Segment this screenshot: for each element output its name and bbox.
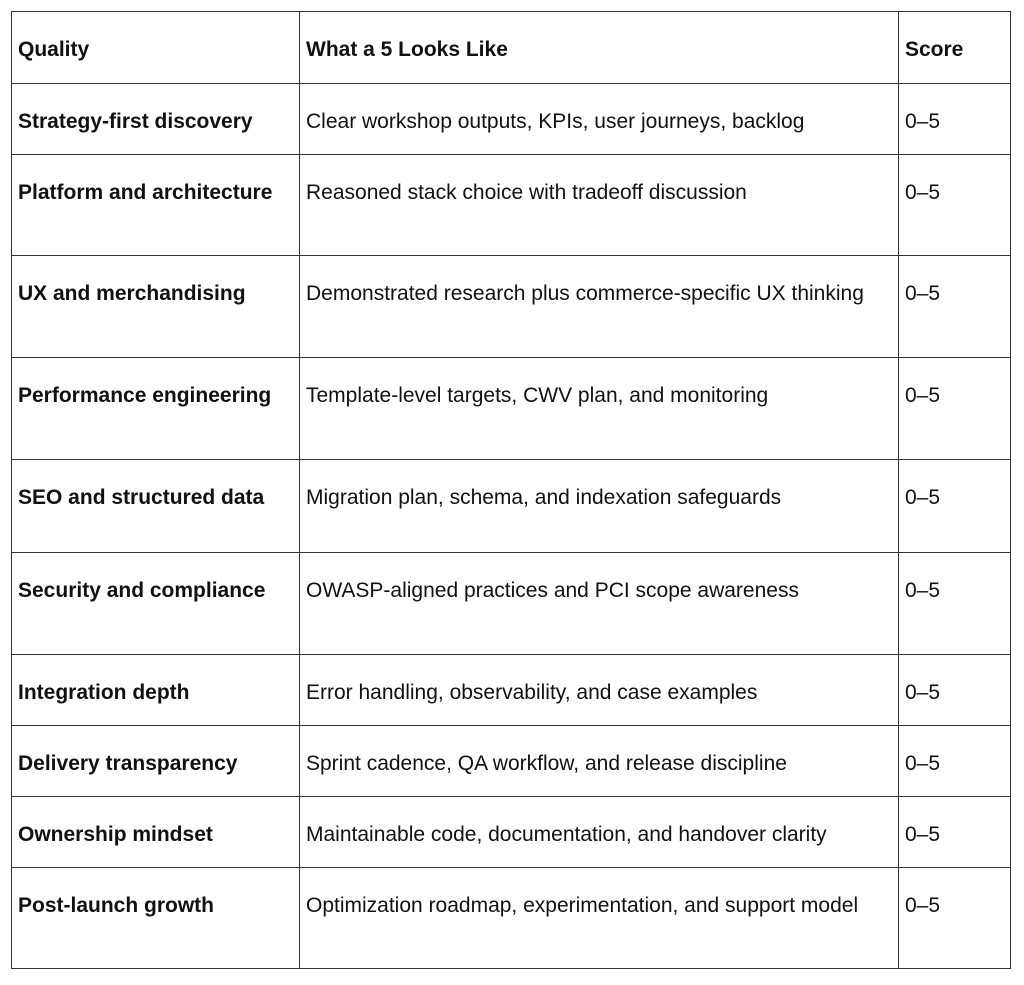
table-header-row: [12, 12, 1011, 84]
look-cell: Demonstrated research plus commerce-specific UX thinking: [300, 256, 899, 358]
score-cell: 0–5: [899, 460, 1011, 553]
score-cell: 0–5: [899, 868, 1011, 969]
look-cell: Maintainable code, documentation, and handover clarity: [300, 797, 899, 868]
quality-cell: Integration depth: [12, 655, 300, 726]
look-cell: Clear workshop outputs, KPIs, user journeys, backlog: [300, 84, 899, 155]
look-cell: Optimization roadmap, experimentation, and support model: [300, 868, 899, 969]
header-score: Score: [899, 12, 1011, 84]
table-row: [12, 655, 1011, 726]
quality-cell: Performance engineering: [12, 358, 300, 460]
look-cell: Template-level targets, CWV plan, and monitoring: [300, 358, 899, 460]
score-cell: 0–5: [899, 155, 1011, 256]
quality-cell: UX and merchandising: [12, 256, 300, 358]
table-row: [12, 460, 1011, 553]
look-cell: OWASP-aligned practices and PCI scope awareness: [300, 553, 899, 655]
score-cell: 0–5: [899, 655, 1011, 726]
score-cell: 0–5: [899, 256, 1011, 358]
header-what-a-5-looks-like: What a 5 Looks Like: [300, 12, 899, 84]
rubric-table: [11, 11, 1011, 969]
score-cell: 0–5: [899, 358, 1011, 460]
table-row: [12, 868, 1011, 969]
quality-cell: Platform and architecture: [12, 155, 300, 256]
table-row: [12, 797, 1011, 868]
table-row: [12, 358, 1011, 460]
look-cell: Error handling, observability, and case examples: [300, 655, 899, 726]
quality-cell: Strategy-first discovery: [12, 84, 300, 155]
table-row: [12, 84, 1011, 155]
table-row: [12, 726, 1011, 797]
score-cell: 0–5: [899, 797, 1011, 868]
quality-cell: Post-launch growth: [12, 868, 300, 969]
look-cell: Sprint cadence, QA workflow, and release discipline: [300, 726, 899, 797]
header-quality: Quality: [12, 12, 300, 84]
table-row: [12, 256, 1011, 358]
look-cell: Migration plan, schema, and indexation safeguards: [300, 460, 899, 553]
look-cell: Reasoned stack choice with tradeoff discussion: [300, 155, 899, 256]
quality-cell: SEO and structured data: [12, 460, 300, 553]
score-cell: 0–5: [899, 726, 1011, 797]
quality-cell: Delivery transparency: [12, 726, 300, 797]
table-row: [12, 155, 1011, 256]
score-cell: 0–5: [899, 553, 1011, 655]
quality-cell: Security and compliance: [12, 553, 300, 655]
quality-cell: Ownership mindset: [12, 797, 300, 868]
table-row: [12, 553, 1011, 655]
score-cell: 0–5: [899, 84, 1011, 155]
